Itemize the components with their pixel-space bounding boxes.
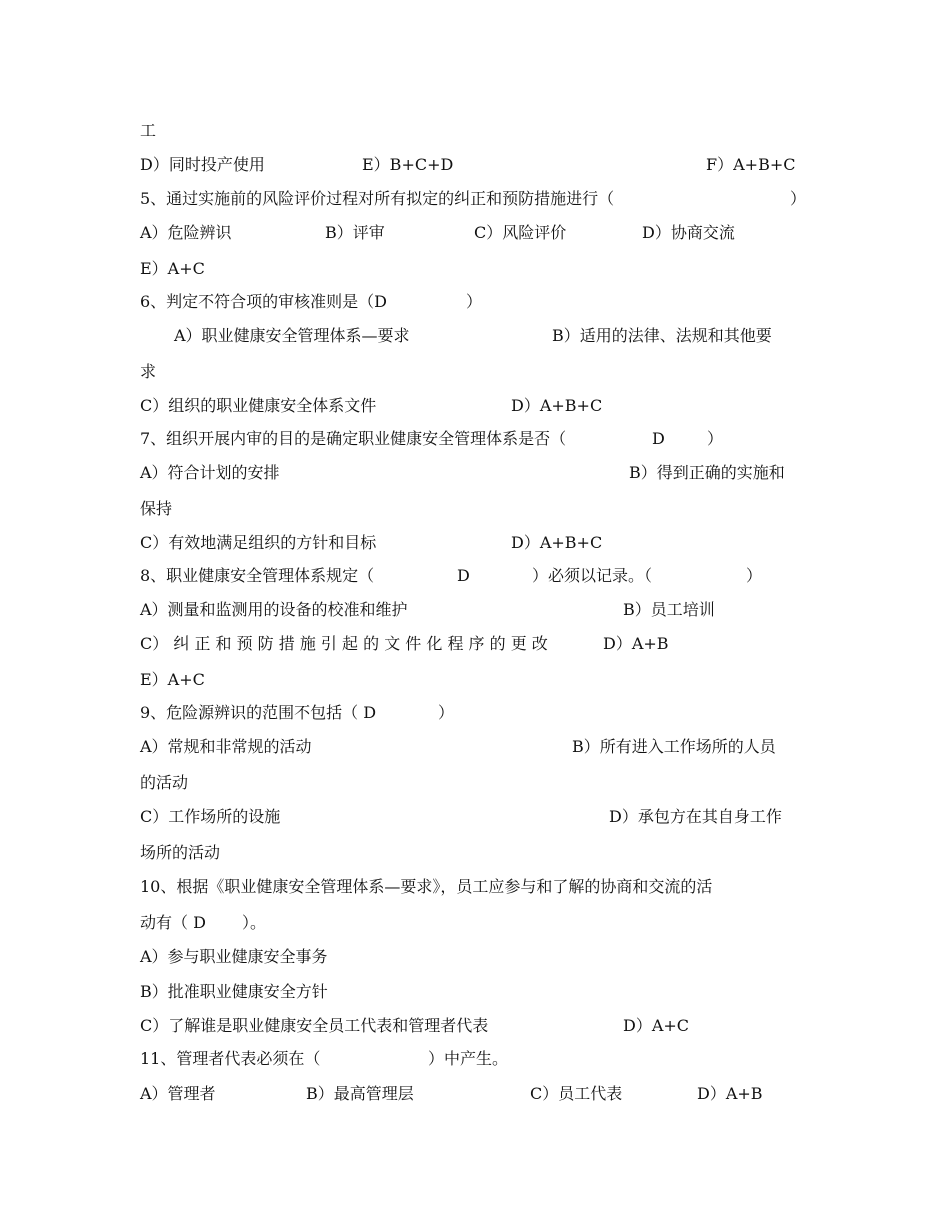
option-c: C）工作场所的设施 [140,807,281,826]
option-c: C）有效地满足组织的方针和目标 [140,533,377,552]
text-fragment: 的活动 [140,773,189,792]
option-d: D）A+C [623,1016,690,1035]
option-d: D）协商交流 [642,223,735,242]
option-a: A）职业健康安全管理体系—要求 [174,326,410,345]
text-fragment: 求 [140,362,157,381]
option-d: D）同时投产使用 [140,155,265,174]
option-a: A）管理者 [140,1084,216,1103]
option-a: A）测量和监测用的设备的校准和维护 [140,600,408,619]
question-10: 10、根据《职业健康安全管理体系—要求》，员工应参与和了解的协商和交流的活 [140,877,713,896]
question-8: 8、职业健康安全管理体系规定（ [140,566,375,585]
question-answer: D [457,566,470,585]
question-11: 11、管理者代表必须在（ [140,1049,321,1068]
question-7: 7、组织开展内审的目的是确定职业健康安全管理体系是否（ [140,429,567,448]
option-e: E）A+C [140,670,205,689]
text-fragment: 场所的活动 [140,843,221,862]
option-b: B）批准职业健康安全方针 [140,982,328,1001]
option-f: F）A+B+C [706,155,796,174]
question-paren: ） [790,189,807,208]
option-a: A）符合计划的安排 [140,463,280,482]
question-paren: ） [746,566,763,585]
question-9: 9、危险源辨识的范围不包括（ D [140,703,377,722]
question-paren: ）。 [242,913,267,932]
option-d: D）承包方在其自身工作 [609,807,782,826]
question-paren: ） [466,292,483,311]
text-fragment: 工 [140,121,157,140]
question-6: 6、判定不符合项的审核准则是（D [140,292,388,311]
question-text: ）中产生。 [428,1049,509,1068]
option-b: B）最高管理层 [306,1084,414,1103]
question-text: ）必须以记录。（ [532,566,653,585]
option-d: D）A+B [603,634,669,653]
option-b: B）适用的法律、法规和其他要 [552,326,772,345]
question-paren: ） [438,703,455,722]
option-c: C）风险评价 [474,223,567,242]
question-answer: D [652,429,665,448]
question-5: 5、通过实施前的风险评价过程对所有拟定的纠正和预防措施进行（ [140,189,615,208]
option-a: A）危险辨识 [140,223,232,242]
option-e: E）B+C+D [362,155,454,174]
option-d: D）A+B+C [511,396,603,415]
option-c: C） 纠 正 和 预 防 措 施 引 起 的 文 件 化 程 序 的 更 改 [140,634,548,653]
option-d: D）A+B [697,1084,763,1103]
question-text: 动有（ D [140,913,206,932]
option-c: C）组织的职业健康安全体系文件 [140,396,377,415]
option-e: E）A+C [140,259,205,278]
option-c: C）了解谁是职业健康安全员工代表和管理者代表 [140,1016,489,1035]
question-paren: ） [707,429,724,448]
option-d: D）A+B+C [511,533,603,552]
option-a: A）常规和非常规的活动 [140,737,312,756]
option-b: B）员工培训 [623,600,715,619]
option-a: A）参与职业健康安全事务 [140,947,328,966]
text-fragment: 保持 [140,499,173,518]
option-b: B）所有进入工作场所的人员 [572,737,776,756]
option-b: B）评审 [325,223,385,242]
option-c: C）员工代表 [530,1084,623,1103]
option-b: B）得到正确的实施和 [629,463,785,482]
